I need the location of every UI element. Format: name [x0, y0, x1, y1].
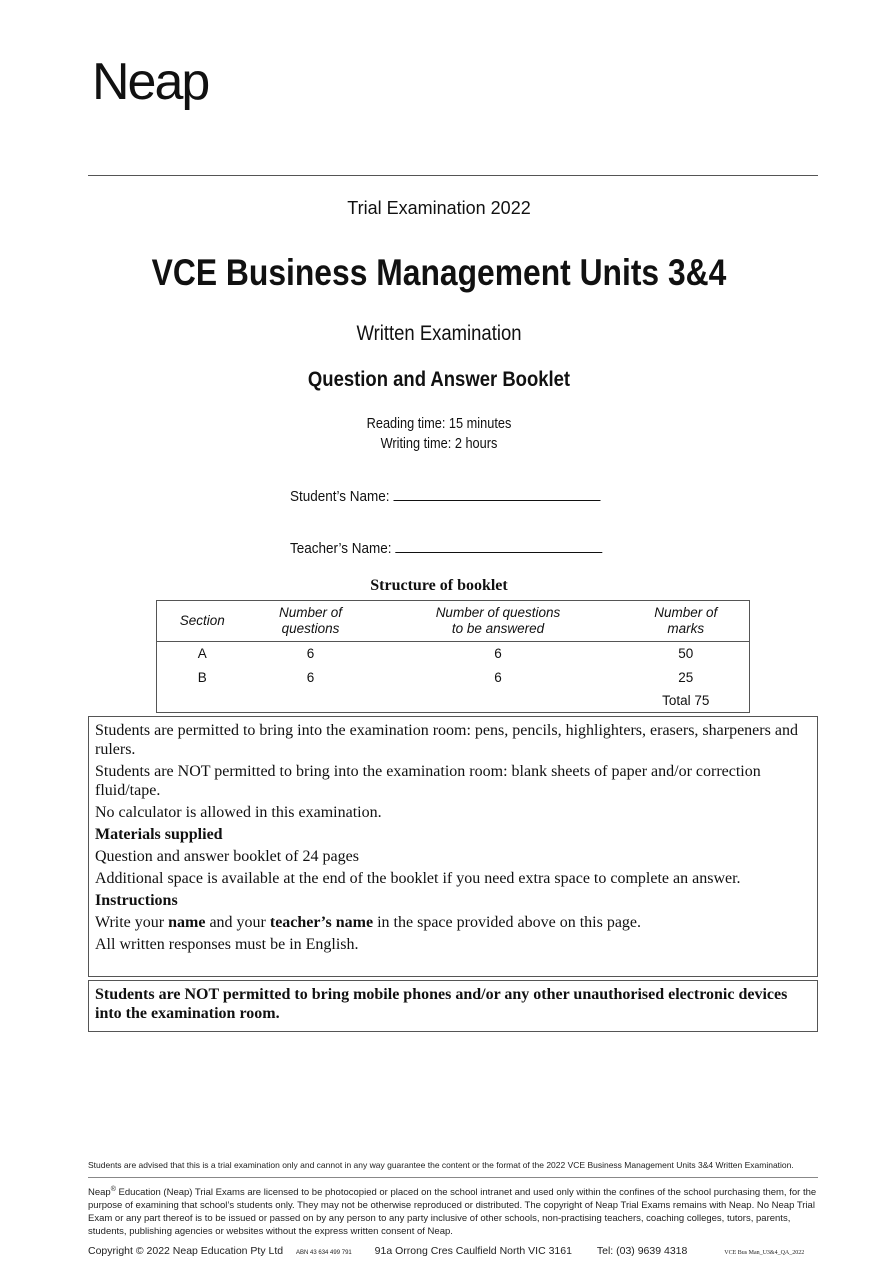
total-marks: Total 75	[662, 692, 710, 708]
student-name-label: Student’s Name:	[290, 488, 390, 505]
times	[53, 414, 826, 454]
booklet-label: Question and Answer Booklet	[307, 368, 571, 391]
address: 91a Orrong Cres Caulfield North VIC 3161	[374, 1245, 572, 1257]
student-name-field[interactable]	[290, 486, 600, 505]
rule-permitted: Students are permitted to bring into the examination room: pens, pencils, highlighters, erasers, sharpeners and rulers.	[95, 722, 798, 758]
rules-box	[88, 716, 818, 977]
structure-title: Structure of booklet	[370, 577, 508, 594]
teacher-name-label: Teacher’s Name:	[290, 540, 392, 557]
materials-heading: Materials supplied	[95, 826, 223, 843]
exam-label: Trial Examination 2022	[347, 198, 531, 218]
instruction-item: Write your name and your teacher’s name in the space provided above on this page.	[95, 914, 642, 931]
header-questions: Number of questions	[248, 601, 374, 642]
page-title: VCE Business Management Units 3&4	[151, 252, 727, 293]
footer-divider	[88, 1177, 818, 1178]
table-row: B 6 6 25	[197, 669, 694, 685]
warning-box: Students are NOT permitted to bring mobile phones and/or any other unauthorised electronic devices into the examination room.	[88, 980, 818, 1032]
divider	[88, 175, 818, 176]
footer-contact	[88, 1245, 818, 1257]
reading-time: Reading time: 15 minutes	[366, 416, 512, 432]
student-name-line[interactable]	[393, 486, 600, 501]
footer-license: Neap® Education (Neap) Trial Exams are licensed to be photocopied or placed on the school intranet and used only within the confines of the school purchasing them, for the purpose of examining that school’s students only. They may not be otherwise reproduced or distributed. The copyright of Neap Trial Exams remains with Neap. No Neap Trial Exam or any part thereof is to be issued or passed on by any person to any party inclusive of other schools, non-practising teachers, coaching colleges, tutors, parents, students, publishing agencies or websites without the express written consent of Neap.	[88, 1186, 817, 1238]
neap-logo: Neap	[92, 53, 209, 111]
abn: ABN 43 634 499 791	[296, 1250, 352, 1256]
table-row-total	[157, 689, 750, 713]
instructions-heading: Instructions	[95, 892, 178, 909]
copyright: Copyright © 2022 Neap Education Pty Ltd	[88, 1245, 284, 1257]
teacher-name-field[interactable]	[290, 538, 602, 557]
materials-item: Additional space is available at the end of the booklet if you need extra space to complete an answer.	[95, 870, 741, 887]
structure-table	[156, 600, 750, 713]
header-marks: Number of marks	[622, 601, 749, 642]
footer-advice: Students are advised that this is a trial examination only and cannot in any way guarantee the content or the format of the 2022 VCE Business Management Units 3&4 Written Examination.	[88, 1160, 794, 1170]
document-code: VCE Bus Man_U3&4_QA_2022	[724, 1250, 805, 1256]
table-row: A 6 6 50	[197, 646, 694, 662]
subtitle: Written Examination	[356, 322, 522, 345]
header-answered: Number of questions to be answered	[373, 601, 622, 642]
header-section: Section	[157, 601, 248, 642]
materials-item: Question and answer booklet of 24 pages	[95, 848, 359, 865]
rule-calculator: No calculator is allowed in this examination.	[95, 804, 382, 821]
teacher-name-line[interactable]	[395, 538, 602, 553]
telephone: Tel: (03) 9639 4318	[596, 1245, 688, 1257]
instruction-item: All written responses must be in English.	[95, 936, 359, 953]
writing-time: Writing time: 2 hours	[380, 436, 498, 452]
rule-not-permitted: Students are NOT permitted to bring into the examination room: blank sheets of paper and/or correction fluid/tape.	[95, 763, 761, 799]
